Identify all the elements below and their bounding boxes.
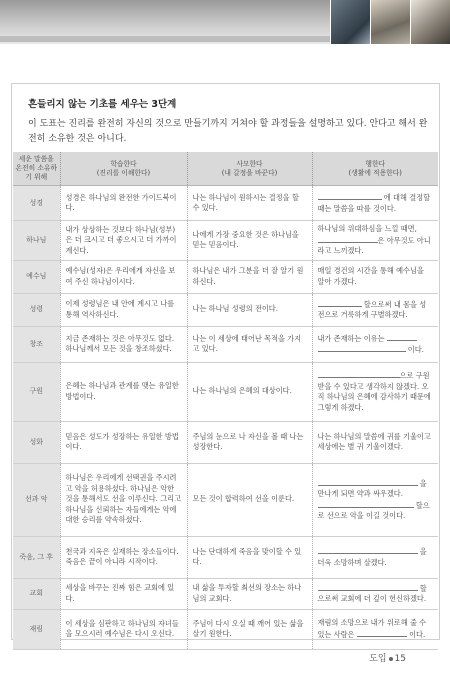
header-photo	[410, 0, 450, 44]
act-text: 재림의 소망으로 내가 위로해 줄 수 있는 사람은	[317, 618, 427, 639]
table-row	[13, 463, 438, 536]
desire-cell: 하나님은 내가 그분을 더 잘 알기 원하신다.	[187, 260, 312, 293]
intro-text: 이 도표는 진리를 완전히 자신의 것으로 만들기까지 거쳐야 할 과정들을 설명하고 있다. 안다고 해서 완전히 소유한 것은 아니다.	[28, 119, 428, 144]
desire-cell: 나는 하나님의 은혜의 대상이다.	[187, 362, 312, 421]
row-category: 성화	[13, 421, 60, 463]
row-category: 성령	[13, 293, 60, 326]
table-row	[13, 578, 438, 609]
desire-cell: 주님이 다시 오실 때 깨어 있는 삶을 살기 원한다.	[187, 609, 312, 649]
fill-in-blank[interactable]	[318, 478, 418, 486]
learn-cell: 지금 존재하는 것은 아무것도 없다. 하나님께서 모든 것을 창조하셨다.	[60, 326, 187, 362]
desire-cell: 나는 단대하게 죽음을 맞이할 수 있다.	[187, 536, 312, 578]
page-number: 15	[394, 654, 406, 664]
foundation-table	[13, 152, 438, 650]
footer-label: 도입	[369, 654, 387, 664]
content-box	[11, 83, 440, 640]
act-text: 을 더욱 소망하며 살겠다.	[317, 547, 427, 567]
page-footer	[369, 651, 406, 664]
table-row	[13, 536, 438, 578]
table-row	[13, 293, 438, 326]
desire-cell: 내 삶을 투자할 최선의 장소는 하나님의 교회다.	[187, 578, 312, 609]
desire-cell: 나는 이 세상에 태어난 목적을 가지고 있다.	[187, 326, 312, 362]
act-cell	[312, 186, 438, 221]
table-row	[13, 326, 438, 362]
act-text: 할으로써 내 몸을 성전으로 거룩하게 구별하겠다.	[317, 299, 427, 319]
desire-cell: 나에게 가장 중요한 것은 하나님을 믿는 믿음이다.	[187, 221, 312, 261]
header-photo	[370, 0, 410, 44]
desire-cell: 나는 하나님 성령의 전이다.	[187, 293, 312, 326]
act-cell	[312, 362, 438, 421]
row-category: 교회	[13, 578, 60, 609]
header-photo	[330, 0, 370, 44]
row-category: 죽음, 그 후	[13, 536, 60, 578]
fill-in-blank[interactable]	[357, 629, 407, 637]
table-row	[13, 609, 438, 649]
row-category: 성경	[13, 186, 60, 221]
bullet-icon	[389, 657, 393, 661]
act-cell	[312, 463, 438, 536]
fill-in-blank[interactable]	[318, 299, 362, 307]
act-text: 이다.	[407, 345, 424, 354]
row-category: 하나님	[13, 221, 60, 261]
fill-in-blank[interactable]	[318, 546, 418, 554]
table-row	[13, 221, 438, 261]
fill-in-blank[interactable]	[387, 333, 417, 341]
act-cell: 매일 경건의 시간을 통해 예수님을 알아 가겠다.	[312, 260, 438, 293]
fill-in-blank[interactable]	[318, 370, 400, 378]
act-text: 에 대해 결정할 때는 말씀을 따를 것이다.	[317, 193, 431, 213]
act-text: 내가 존재하는 이유는	[317, 333, 385, 343]
act-text: 이다.	[409, 629, 426, 639]
learn-cell: 하나님은 우리에게 선택권을 주시려고 악을 허용하셨다. 하나님은 악한 것을 통해서도 선을 이루신다. 그리고 하나님을 신뢰하는 자들에게는 악에 대한 승리를 약속하셨다.	[60, 463, 187, 536]
act-text: 할으로 선으로 악을 이길 것이다.	[317, 500, 430, 520]
learn-cell: 세상을 바꾸는 진짜 힘은 교회에 있다.	[60, 578, 187, 609]
act-cell: 나는 하나님의 말씀에 귀를 기울이고 세상에는 별 귀 기울이겠다.	[312, 421, 438, 463]
act-text: 을 만나게 되면 약과 싸우겠다.	[317, 478, 427, 498]
table-row	[13, 362, 438, 421]
table-row	[13, 421, 438, 463]
act-cell	[312, 536, 438, 578]
fill-in-blank[interactable]	[318, 192, 382, 200]
table-header-row	[13, 152, 438, 186]
fill-in-blank[interactable]	[318, 583, 418, 591]
learn-cell: 성경은 하나님의 완전한 가이드북이다.	[60, 186, 187, 221]
column-header: 학습한다 (진리를 이해한다)	[60, 152, 187, 186]
header-photos	[330, 0, 450, 44]
act-cell	[312, 221, 438, 261]
act-text: 은 아무것도 아니라고 느끼겠다.	[317, 235, 431, 255]
learn-cell: 이 세상을 심판하고 하나님의 자녀들을 모으시러 예수님은 다시 오신다.	[60, 609, 187, 649]
header-band	[0, 0, 450, 44]
learn-cell: 이제 성령님은 내 안에 계시고 나를 통해 역사하신다.	[60, 293, 187, 326]
column-header: 행한다 (생활에 적용한다)	[312, 152, 438, 186]
desire-cell: 나는 하나님이 원하시는 결정을 할 수 있다.	[187, 186, 312, 221]
learn-cell: 내가 상상하는 것보다 하나님(성부)은 더 크시고 더 좋으시고 더 가까이 계신다.	[60, 221, 187, 261]
learn-cell: 천국과 지옥은 실재하는 장소들이다. 죽음은 끝이 아니라 시작이다.	[60, 536, 187, 578]
fill-in-blank[interactable]	[318, 235, 378, 243]
learn-cell: 예수님(성자)은 우리에게 자신을 보여 주신 하나님이시다.	[60, 260, 187, 293]
column-header: 사모한다 (내 갈정을 바꾼다)	[187, 152, 312, 186]
act-text: 으로 구원받을 수 있다고 생각하지 않겠다. 오직 하나님의 은혜에 감사하기 때문에 그렇게 하겠다.	[317, 371, 431, 412]
act-cell	[312, 609, 438, 649]
section-title: 흔들리지 않는 기초를 세우는 3단계	[28, 99, 177, 110]
learn-cell: 믿음은 성도가 성장하는 유일한 방법이다.	[60, 421, 187, 463]
act-text: 할으로써 교회에 더 깊이 헌신하겠다.	[317, 583, 427, 603]
act-cell	[312, 326, 438, 362]
desire-cell: 모든 것이 합력하여 선을 이룬다.	[187, 463, 312, 536]
act-cell	[312, 293, 438, 326]
fill-in-blank[interactable]	[318, 500, 414, 508]
learn-cell: 은혜는 하나님과 관계를 맺는 유일한 방법이다.	[60, 362, 187, 421]
fill-in-blank[interactable]	[318, 344, 406, 352]
act-cell	[312, 578, 438, 609]
row-category: 선과 악	[13, 463, 60, 536]
table-row	[13, 186, 438, 221]
column-header: 세운 말씀을 온전히 소유하기 위해	[13, 152, 60, 186]
table-row	[13, 260, 438, 293]
row-category: 재림	[13, 609, 60, 649]
row-category: 창조	[13, 326, 60, 362]
act-text: 하나님의 위대하심을 느낄 때면,	[317, 224, 417, 233]
desire-cell: 주님의 눈으로 나 자신을 볼 때 나는 성장한다.	[187, 421, 312, 463]
row-category: 구원	[13, 362, 60, 421]
row-category: 예수님	[13, 260, 60, 293]
